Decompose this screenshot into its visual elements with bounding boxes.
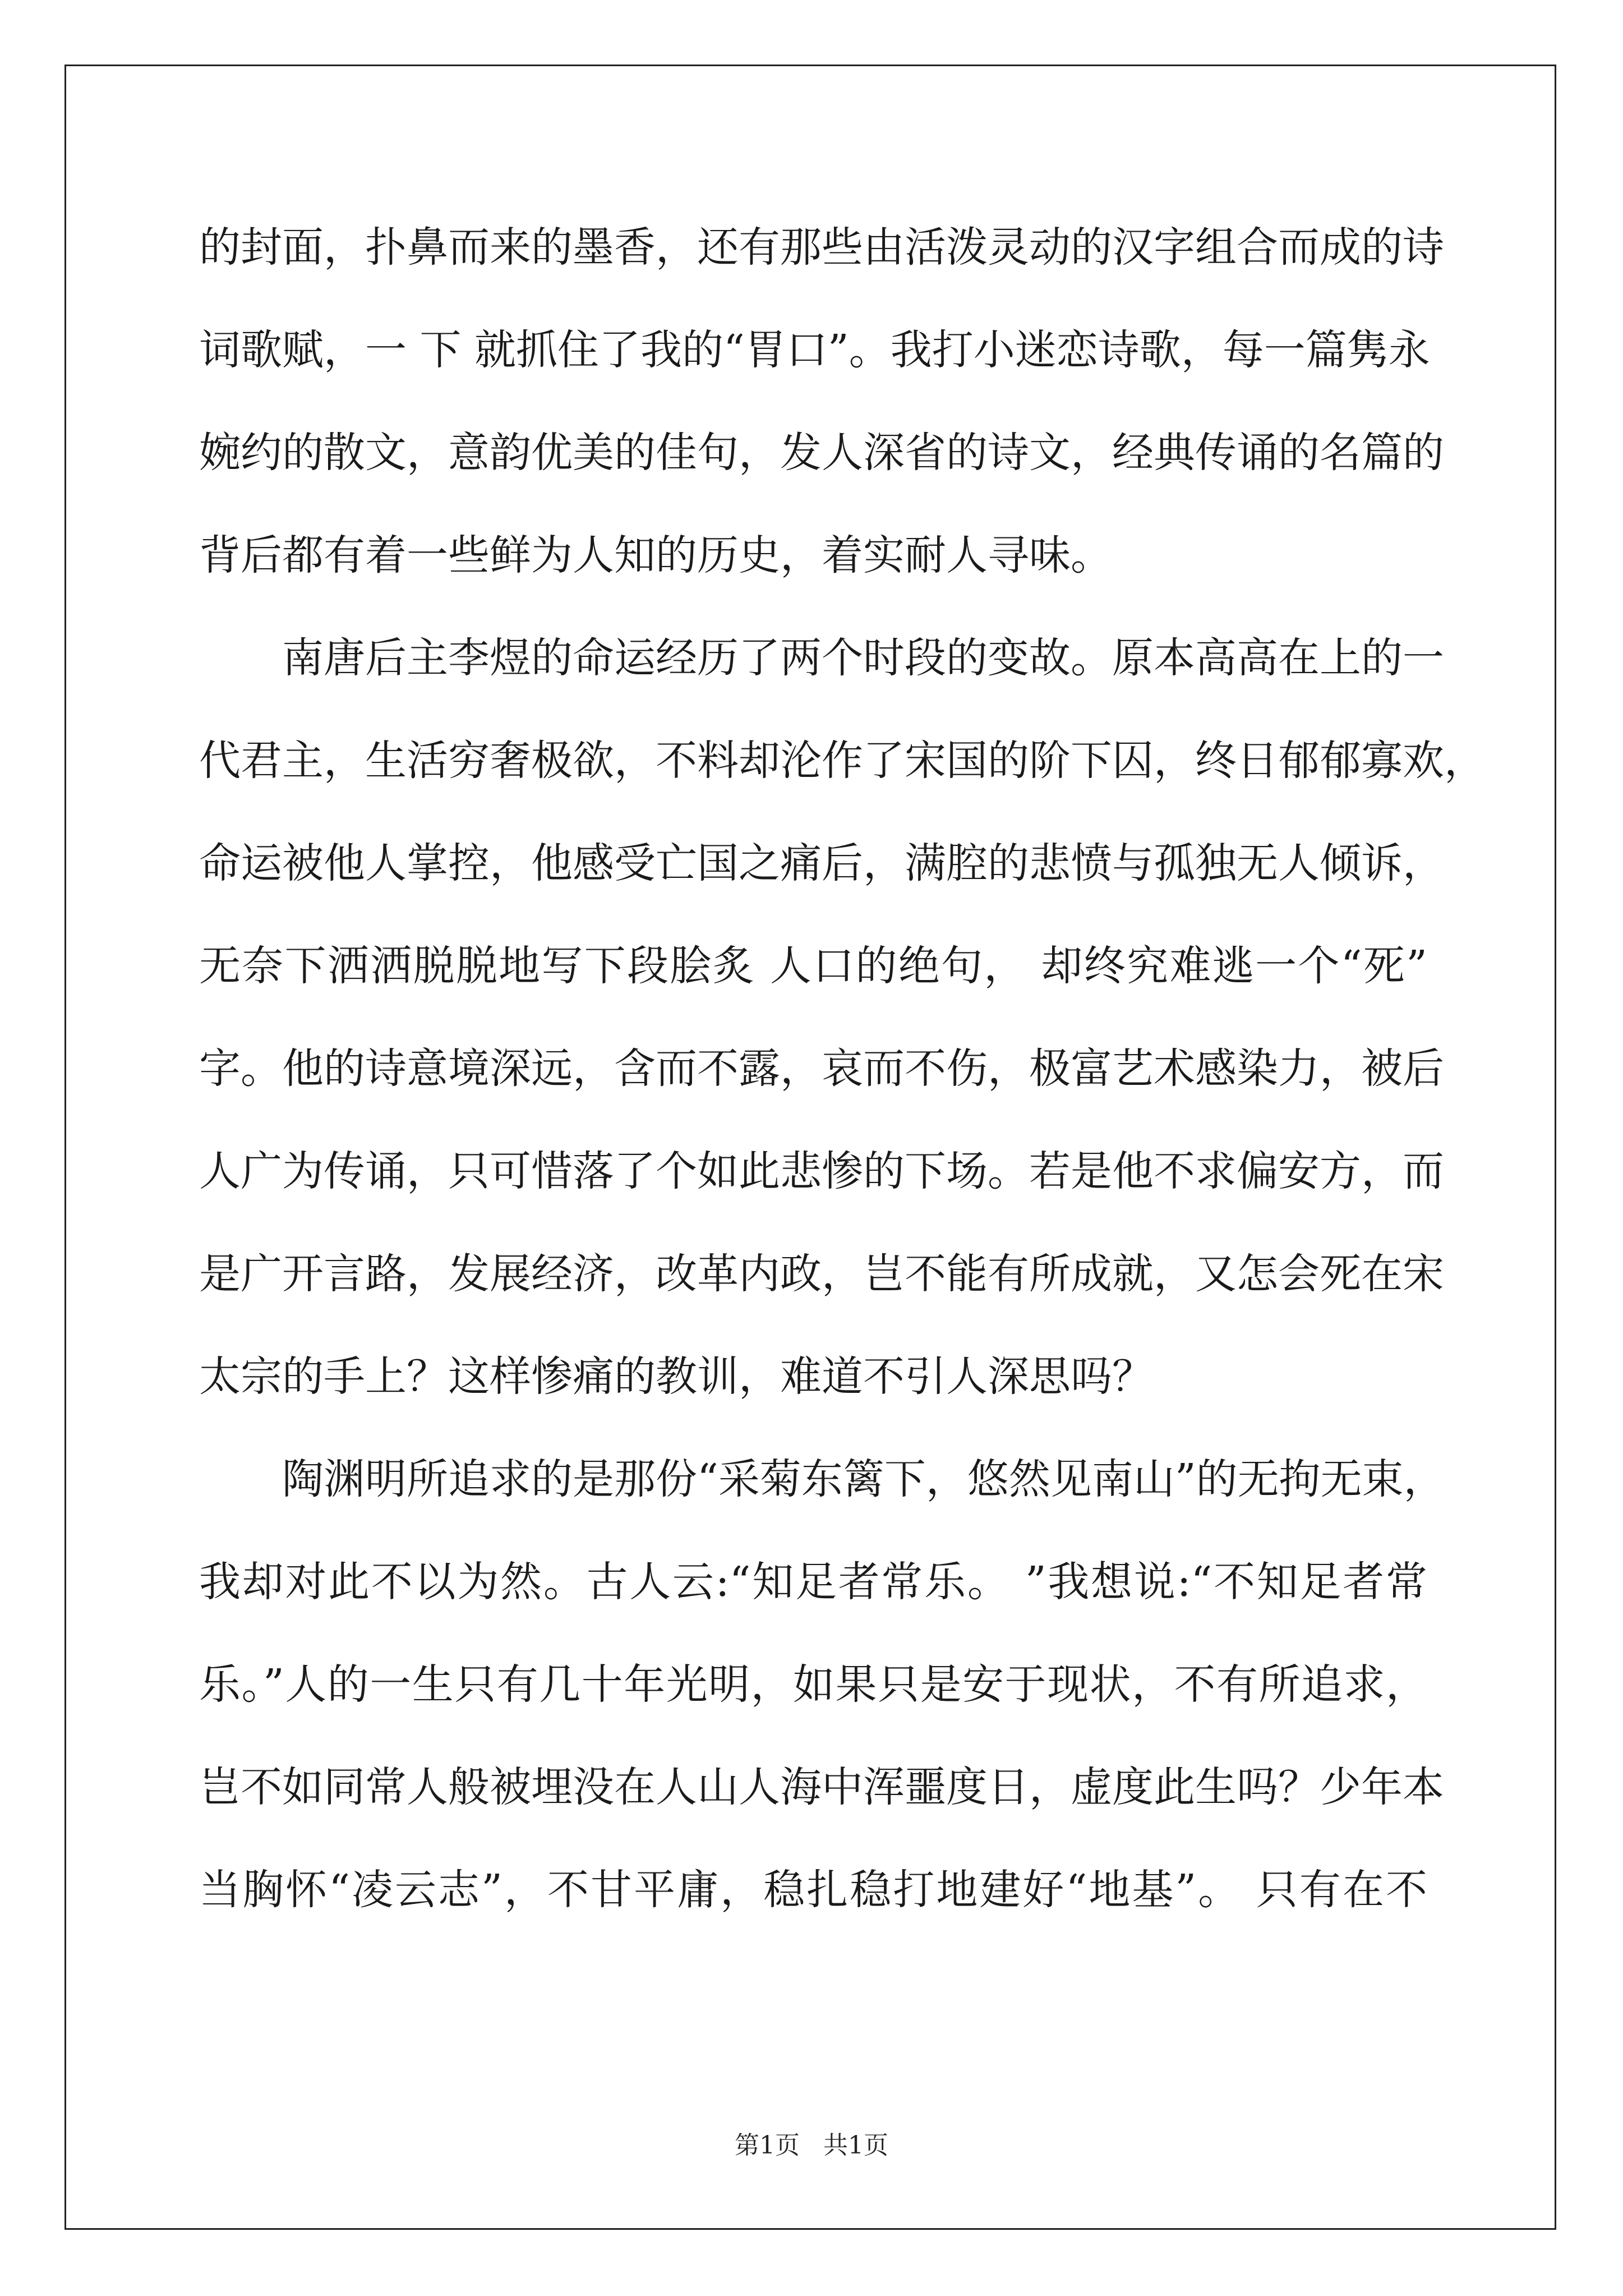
text-line: 背后都有着一些鲜为人知的历史，着实耐人寻味。 — [199, 531, 1112, 579]
text-line: 字。他的诗意境深远，含而不露，哀而不伤，极富艺术感染力，被后 — [199, 1045, 1444, 1093]
text-line: 代君主，生活穷奢极欲，不料却沦作了宋国的阶下囚，终日郁郁寡欢， — [199, 737, 1486, 785]
text-line: 陶渊明所追求的是那份“采菊东篱下，悠然见南山”的无拘无束， — [199, 1455, 1445, 1503]
text-line: 人广为传诵，只可惜落了个如此悲惨的下场。若是他不求偏安方，而 — [199, 1147, 1444, 1195]
page-number: 第1页 — [735, 2131, 800, 2160]
text-line: 婉约的散文，意韵优美的佳句，发人深省的诗文，经典传诵的名篇的 — [199, 429, 1444, 477]
text-line: 是广开言路，发展经济，改革内政，岂不能有所成就，又怎会死在宋 — [199, 1250, 1444, 1298]
text-line: 岂不如同常人般被埋没在人山人海中浑噩度日，虚度此生吗？少年本 — [199, 1763, 1444, 1811]
page-total: 共1页 — [823, 2131, 888, 2160]
text-line: 命运被他人掌控，他感受亡国之痛后，满腔的悲愤与孤独无人倾诉， — [199, 839, 1444, 887]
text-line: 无奈下洒洒脱脱地写下段脍炙 人口的绝句， 却终究难逃一个“死” — [199, 942, 1427, 990]
page-footer — [0, 2129, 1623, 2162]
text-line: 太宗的手上？这样惨痛的教训，难道不引人深思吗？ — [199, 1352, 1154, 1401]
text-line: 南唐后主李煜的命运经历了两个时段的变故。原本高高在上的一 — [199, 634, 1444, 682]
text-line: 的封面，扑鼻而来的墨香，还有那些由活泼灵动的汉字组合而成的诗 — [199, 223, 1444, 272]
text-line: 词歌赋，一 下 就抓住了我的“胃口”。我打小迷恋诗歌，每一篇隽永 — [199, 326, 1430, 374]
text-line: 当胸怀“凌云志”，不甘平庸，稳扎稳打地建好“地基”。 只有在不 — [199, 1866, 1427, 1914]
document-body — [199, 196, 1486, 1941]
text-line: 乐。”人的一生只有几十年光明，如果只是安于现状，不有所追求， — [199, 1660, 1427, 1709]
text-line: 我却对此不以为然。古人云:“知足者常乐。 ”我想说:“不知足者常 — [199, 1558, 1427, 1606]
